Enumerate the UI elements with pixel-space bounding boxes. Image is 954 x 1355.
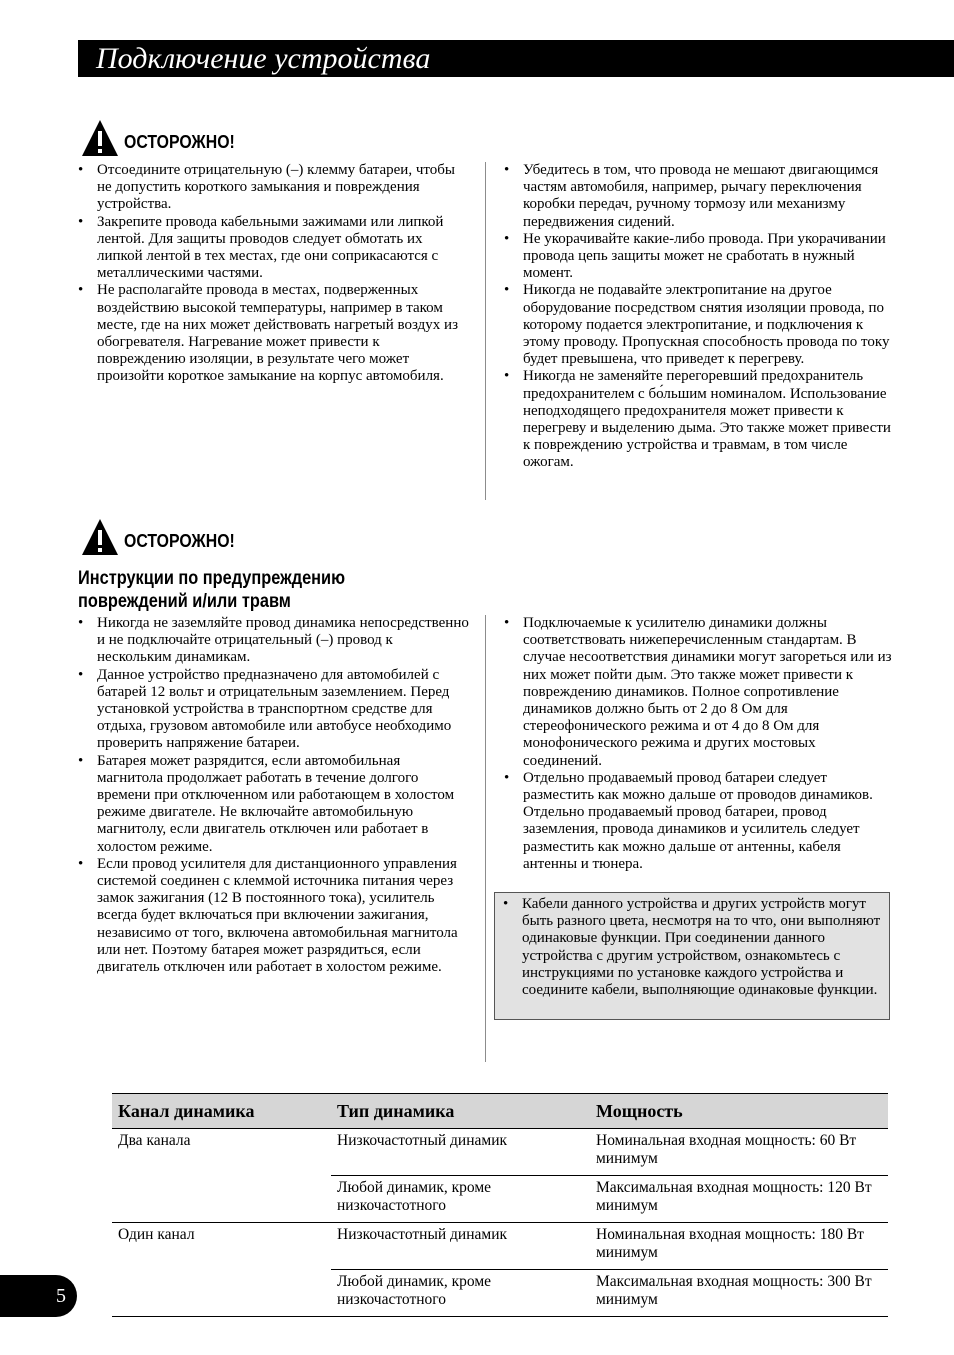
speaker-spec-table: [112, 1093, 888, 1317]
warning1-right-list: [504, 162, 894, 472]
column-divider: [485, 162, 486, 500]
type-cell: Низкочастотный динамик: [331, 1129, 590, 1176]
list-item: • Закрепите провода кабельными зажимами или липкой лентой. Для защиты проводов следует обмотать их липкой лентой в тех местах, где они соприкасаются с металлическими частями.: [78, 214, 470, 283]
warning-label: ОСТОРОЖНО!: [124, 531, 235, 551]
type-cell: Низкочастотный динамик: [331, 1223, 590, 1270]
type-cell: Любой динамик, кроме низкочастотного: [331, 1270, 590, 1317]
note-box: [494, 892, 890, 1020]
header-power: Мощность: [590, 1094, 888, 1129]
list-item: • Не располагайте провода в местах, подверженных воздействию высокой температуры, например в таком месте, где на них может действовать нагретый воздух из обогревателя. Нагревание может привести к повреждению изоляции, в результате чего может произойти короткое замыкание на корпус автомобиля.: [78, 282, 470, 385]
list-item: • Отдельно продаваемый провод батареи следует разместить как можно дальше от проводов динамиков. Отдельно продаваемый провод батареи, провод заземления, провода динамиков и усилитель следует разместить как можно дальше от антенны, кабеля антенны и тюнера.: [504, 770, 894, 873]
warning-triangle-icon: [80, 118, 120, 158]
warning2-left-list: [78, 615, 470, 976]
section-subheading: Инструкции по предупреждению повреждений и/или травм: [78, 568, 346, 612]
warning2-right-list: [504, 615, 894, 873]
page-number: 5: [56, 1285, 66, 1307]
header-type: Тип динамика: [331, 1094, 590, 1129]
column-divider: [485, 615, 486, 1062]
list-item: • Данное устройство предназначено для автомобилей с батарей 12 вольт и отрицательным заземлением. Перед установкой устройства в транспортном средстве для отдыха, грузовом автомобиле или автобусе необходимо проверить напряжение батареи.: [78, 667, 470, 753]
list-item: • Отсоедините отрицательную (–) клемму батареи, чтобы не допустить короткого замыкания и повреждения устройства.: [78, 162, 470, 214]
note-list: [503, 896, 881, 999]
warning1-left-list: [78, 162, 470, 386]
list-item: • Подключаемые к усилителю динамики должны соответствовать нижеперечисленным стандартам. В случае несоответствия динамики могут загореться или из них может пойти дым. Это также может привести к повреждению динамиков. Полное сопротивление динамиков должно быть от 2 до 8 Ом для стереофонического режима и от 4 до 8 Ом для монофонического режима и других мостовых соединений.: [504, 615, 894, 770]
page-number-tab: [0, 1275, 77, 1317]
list-item: • Убедитесь в том, что провода не мешают двигающимся частям автомобиля, например, рычагу переключения коробки передач, ручному тормозу или механизму передвижения сидений.: [504, 162, 894, 231]
list-item: • Никогда не подавайте электропитание на другое оборудование посредством снятия изоляции провода, по которому подается электропитание, и подключения к этому проводу. Пропускная способность провода по току будет превышена, что приведет к перегреву.: [504, 282, 894, 368]
table-header-row: [112, 1094, 888, 1129]
warning-triangle-icon: [80, 517, 120, 557]
header-channel: Канал динамика: [112, 1094, 331, 1129]
list-item: • Не укорачивайте какие-либо провода. При укорачивании провода цепь защиты может не сработать в нужный момент.: [504, 231, 894, 283]
power-cell: Номинальная входная мощность: 180 Вт минимум: [590, 1223, 888, 1270]
note-item: • Кабели данного устройства и других устройств могут быть разного цвета, несмотря на то что, они выполняют одинаковые функции. При соединении данного устройства с другим устройством, ознакомьтесь с инструкциями по установке каждого устройства и соедините кабели, выполняющие одинаковые функции.: [503, 896, 881, 999]
channel-cell: Один канал: [112, 1223, 331, 1317]
list-item: • Если провод усилителя для дистанционного управления системой соединен с клеммой источника питания через замок зажигания (12 В постоянного тока), усилитель всегда будет включаться при включении зажигания, независимо от того, включена автомобильная магнитола или нет. Поэтому батарея может разрядиться, если двигатель отключен или работает в холостом режиме.: [78, 856, 470, 976]
warning-label: ОСТОРОЖНО!: [124, 132, 235, 152]
table-row: [112, 1129, 888, 1176]
page-title: Подключение устройства: [96, 42, 431, 75]
table-row: [112, 1223, 888, 1270]
power-cell: Максимальная входная мощность: 120 Вт минимум: [590, 1176, 888, 1223]
channel-cell: Два канала: [112, 1129, 331, 1223]
list-item: • Никогда не заземляйте провод динамика непосредственно и не подключайте отрицательный (–) провод к нескольким динамикам.: [78, 615, 470, 667]
type-cell: Любой динамик, кроме низкочастотного: [331, 1176, 590, 1223]
header-bar: [78, 40, 954, 77]
list-item: • Батарея может разрядится, если автомобильная магнитола продолжает работать в течение долгого времени при отключенном или работающем в холостом режиме двигателе. Не включайте автомобильную магнитолу, если двигатель отключен или работает в холостом режиме.: [78, 753, 470, 856]
list-item: • Никогда не заменяйте перегоревший предохранитель предохранителем с бо́льшим номиналом. Использование неподходящего предохранителя может привести к перегреву и выделению дыма. Это также может привести к повреждению устройства и травмам, в том числе ожогам.: [504, 368, 894, 471]
power-cell: Максимальная входная мощность: 300 Вт минимум: [590, 1270, 888, 1317]
power-cell: Номинальная входная мощность: 60 Вт минимум: [590, 1129, 888, 1176]
